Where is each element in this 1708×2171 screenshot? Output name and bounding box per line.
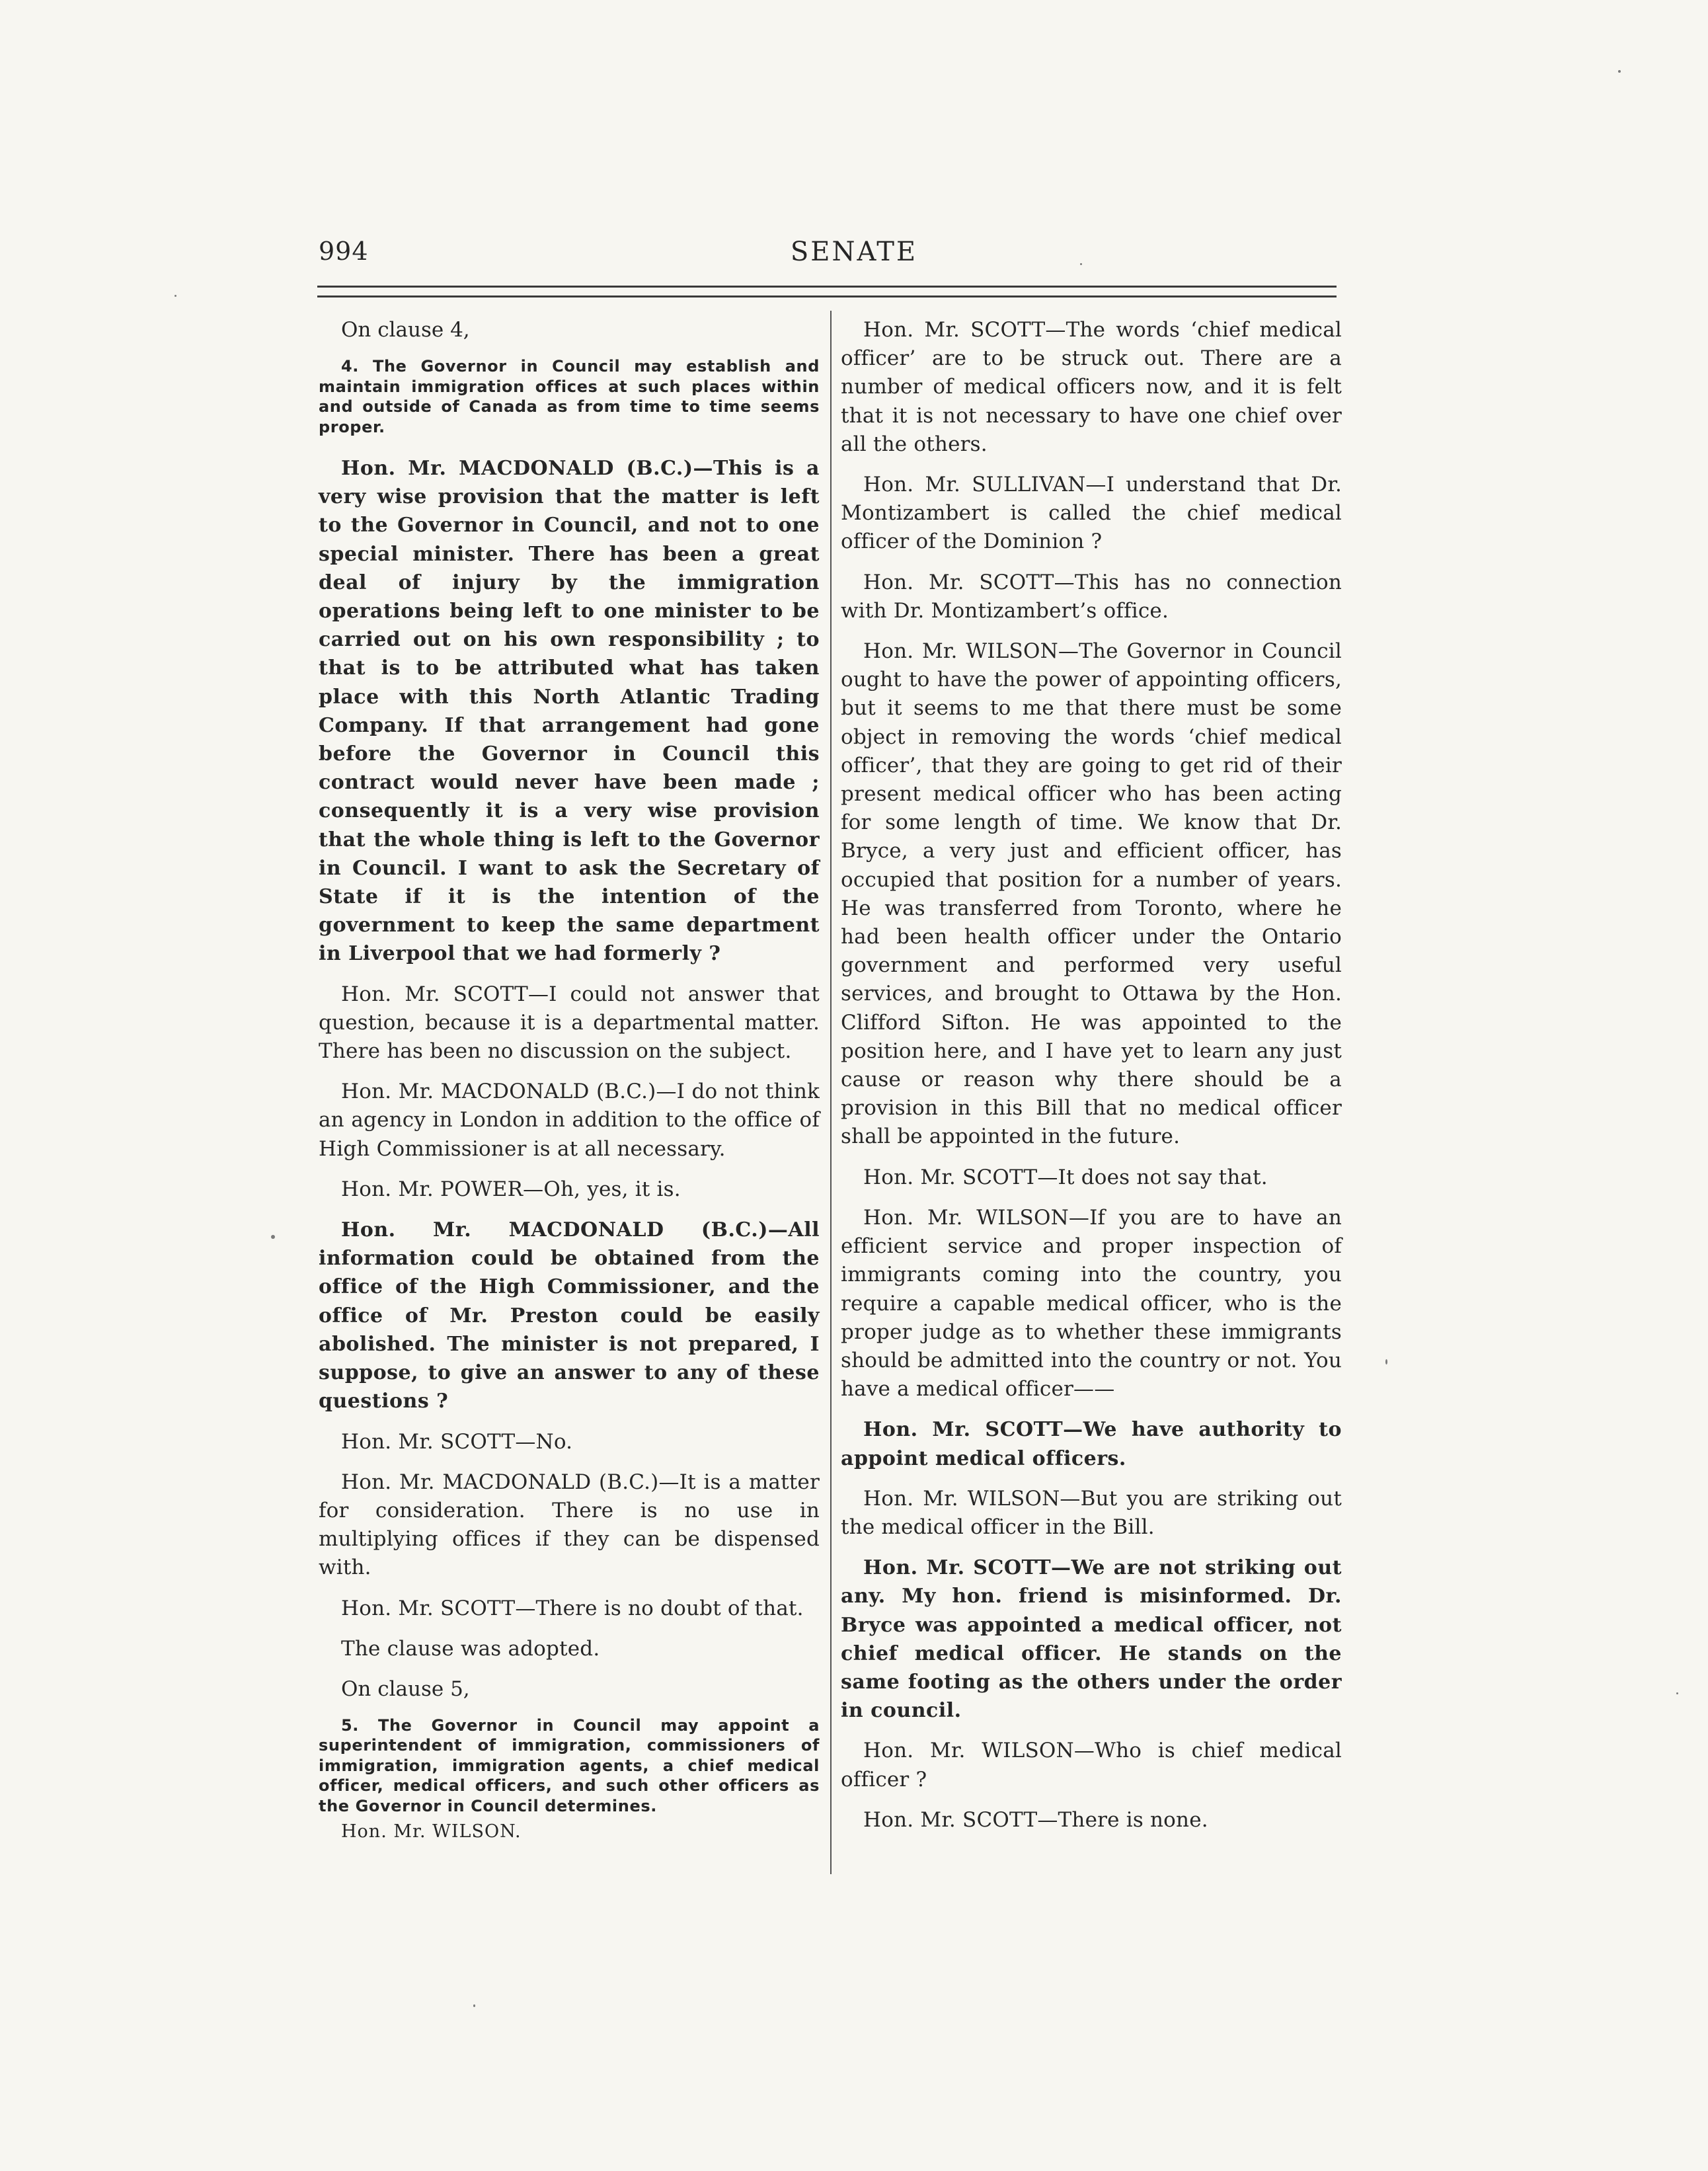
closing-speaker: Hon. Mr. WILSON. xyxy=(341,1821,522,1842)
speech-wilson-2: Hon. Mr. WILSON—If you are to have an efficient service and proper inspection of immigrants coming into the country, you require a capable medical officer, who is the proper judge as to whether these immigrants should be admitted into the country or not. You have a medical officer—— xyxy=(841,1205,1342,1401)
speech-scott-4: Hon. Mr. SCOTT—The words ‘chief medical officer’ are to be struck out. There are a number of medical officers now, and it is felt that it is not necessary to have one chief over all the others. xyxy=(841,318,1342,456)
scan-speck xyxy=(175,295,176,297)
speech-macdonald-1: Hon. Mr. MACDONALD (B.C.)—This is a very wise provision that the matter is left to the Governor in Council, and not to one special minister. There has been a great deal of injury by the immigration operations being left to one minister to be carried out on his own responsibility ; to that is to be attributed what has taken place with this North Atlantic Trading Company. If that arrangement had gone before the Governor in Council this contract would never have been made ; consequently it is a very wise provision that the whole thing is left to the Governor in Council. I want to ask the Secretary of State if it is the intention of the government to keep the same department in Liverpool that we had formerly ? xyxy=(319,457,820,966)
right-column xyxy=(841,316,1342,1846)
speech-scott-5: Hon. Mr. SCOTT—This has no connection with Dr. Montizambert’s office. xyxy=(841,570,1342,623)
clause-4-text: 4. The Governor in Council may establish and maintain immigration offices at such places within and outside of Canada as from time to time seems proper. xyxy=(319,357,820,436)
speech-power-1: Hon. Mr. POWER—Oh, yes, it is. xyxy=(341,1177,681,1201)
speech-scott-9: Hon. Mr. SCOTT—There is none. xyxy=(863,1807,1208,1832)
scan-speck xyxy=(473,2004,475,2007)
scan-speck xyxy=(1676,1692,1678,1694)
clause-5-heading: On clause 5, xyxy=(341,1677,470,1701)
scan-speck xyxy=(271,1235,275,1239)
speech-sullivan-1: Hon. Mr. SULLIVAN—I understand that Dr. Montizambert is called the chief medical officer of the Dominion ? xyxy=(841,473,1342,554)
speech-scott-8: Hon. Mr. SCOTT—We are not striking out any. My hon. friend is misinformed. Dr. Bryce was appointed a medical officer, not chief medical officer. He stands on the same footing as the others under the order in council. xyxy=(841,1556,1342,1723)
speech-wilson-1: Hon. Mr. WILSON—The Governor in Council ought to have the power of appointing officers, but it seems to me that there must be some object in removing the words ‘chief medical officer’, that they are going to get rid of their present medical officer who has been acting for some length of time. We know that Dr. Bryce, a very just and efficient officer, has occupied that position for a number of years. He was transferred from Toronto, where he had been health officer under the Ontario government and performed very useful services, and brought to Ottawa by the Hon. Clifford Sifton. He was appointed to the position here, and I have yet to learn any just cause or reason why there should be a provision in this Bill that no medical officer shall be appointed in the future. xyxy=(841,639,1342,1149)
speech-macdonald-3: Hon. Mr. MACDONALD (B.C.)—All information could be obtained from the office of the High Commissioner, and the office of Mr. Preston could be easily abolished. The minister is not prepared, I suppose, to give an answer to any of these questions ? xyxy=(319,1218,820,1413)
speech-scott-3: Hon. Mr. SCOTT—There is no doubt of that. xyxy=(341,1596,804,1620)
scan-speck xyxy=(1618,70,1621,73)
speech-scott-2: Hon. Mr. SCOTT—No. xyxy=(341,1429,573,1454)
clause-5-text: 5. The Governor in Council may appoint a superintendent of immigration, commissioners of immigration, immigration agents, a chief medical officer, medical officers, and such other officers as the Governor in Council determines. xyxy=(319,1716,820,1815)
clause-adopted-note: The clause was adopted. xyxy=(341,1636,600,1661)
speech-wilson-4: Hon. Mr. WILSON—Who is chief medical officer ? xyxy=(841,1739,1342,1792)
speech-scott-6: Hon. Mr. SCOTT—It does not say that. xyxy=(863,1165,1268,1189)
speech-macdonald-2: Hon. Mr. MACDONALD (B.C.)—I do not think an agency in London in addition to the office of High Commissioner is at all necessary. xyxy=(319,1080,820,1161)
header-double-rule xyxy=(317,286,1337,297)
column-divider xyxy=(830,311,832,1874)
speech-wilson-3: Hon. Mr. WILSON—But you are striking out the medical officer in the Bill. xyxy=(841,1486,1342,1539)
clause-4-heading: On clause 4, xyxy=(341,318,470,342)
scan-speck xyxy=(1080,263,1082,265)
speech-scott-1: Hon. Mr. SCOTT—I could not answer that question, because it is a departmental matter. There has been no discussion on the subject. xyxy=(319,982,820,1064)
speech-macdonald-4: Hon. Mr. MACDONALD (B.C.)—It is a matter for consideration. There is no use in multiplying offices if they can be dispensed with. xyxy=(319,1470,820,1580)
speech-scott-7: Hon. Mr. SCOTT—We have authority to appoint medical officers. xyxy=(841,1418,1342,1470)
scan-speck xyxy=(1385,1359,1387,1364)
left-column xyxy=(319,316,820,1844)
running-head: SENATE xyxy=(790,237,918,267)
page-number: 994 xyxy=(319,237,369,266)
